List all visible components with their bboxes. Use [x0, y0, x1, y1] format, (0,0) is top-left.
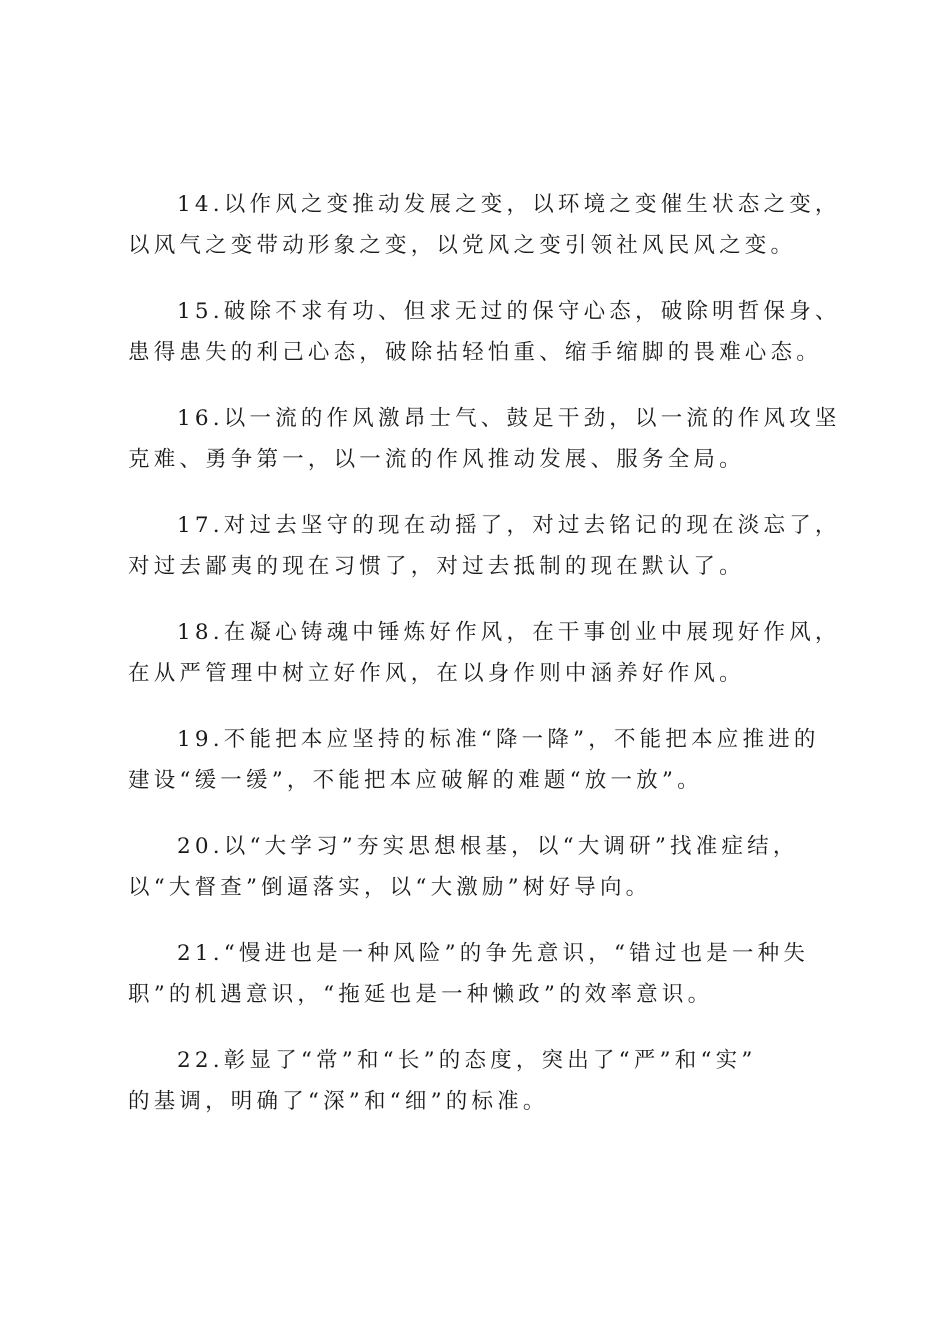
paragraph-21 — [128, 933, 830, 1015]
paragraph-line: 15.破除不求有功、但求无过的保守心态，破除明哲保身、 — [177, 299, 841, 324]
paragraph-line: 克难、勇争第一，以一流的作风推动发展、服务全局。 — [128, 447, 745, 472]
paragraph-15 — [128, 291, 841, 373]
paragraph-22 — [128, 1040, 830, 1122]
paragraph-line: 以风气之变带动形象之变，以党风之变引领社风民风之变。 — [128, 233, 797, 258]
paragraph-line: 患得患失的利己心态，破除拈轻怕重、缩手缩脚的畏难心态。 — [128, 340, 822, 365]
paragraph-line: 对过去鄙夷的现在习惯了，对过去抵制的现在默认了。 — [128, 554, 745, 579]
paragraph-line: 14.以作风之变推动发展之变，以环境之变催生状态之变， — [177, 192, 841, 217]
paragraph-19 — [128, 719, 830, 801]
paragraph-line: 22.彰显了“常”和“长”的态度，突出了“严”和“实” — [177, 1048, 757, 1073]
paragraph-14 — [128, 184, 841, 266]
paragraph-16 — [128, 398, 841, 480]
paragraph-line: 以“大督查”倒逼落实，以“大激励”树好导向。 — [128, 875, 652, 900]
paragraph-line: 建设“缓一缓”，不能把本应破解的难题“放一放”。 — [128, 768, 703, 793]
paragraph-line: 在从严管理中树立好作风，在以身作则中涵养好作风。 — [128, 661, 745, 686]
paragraph-line: 18.在凝心铸魂中锤炼好作风，在干事创业中展现好作风， — [177, 620, 841, 645]
document-body — [128, 184, 841, 1147]
paragraph-line: 的基调，明确了“深”和“细”的标准。 — [128, 1089, 549, 1114]
paragraph-18 — [128, 612, 841, 694]
paragraph-line: 19.不能把本应坚持的标准“降一降”，不能把本应推进的 — [177, 727, 820, 752]
paragraph-line: 16.以一流的作风激昂士气、鼓足干劲，以一流的作风攻坚 — [177, 406, 841, 431]
paragraph-17 — [128, 505, 841, 587]
paragraph-line: 20.以“大学习”夯实思想根基，以“大调研”找准症结， — [177, 834, 799, 859]
paragraph-line: 17.对过去坚守的现在动摇了，对过去铭记的现在淡忘了， — [177, 513, 841, 538]
paragraph-20 — [128, 826, 830, 908]
paragraph-line: 21.“慢进也是一种风险”的争先意识，“错过也是一种失 — [177, 941, 810, 966]
paragraph-line: 职”的机遇意识，“拖延也是一种懒政”的效率意识。 — [128, 982, 714, 1007]
